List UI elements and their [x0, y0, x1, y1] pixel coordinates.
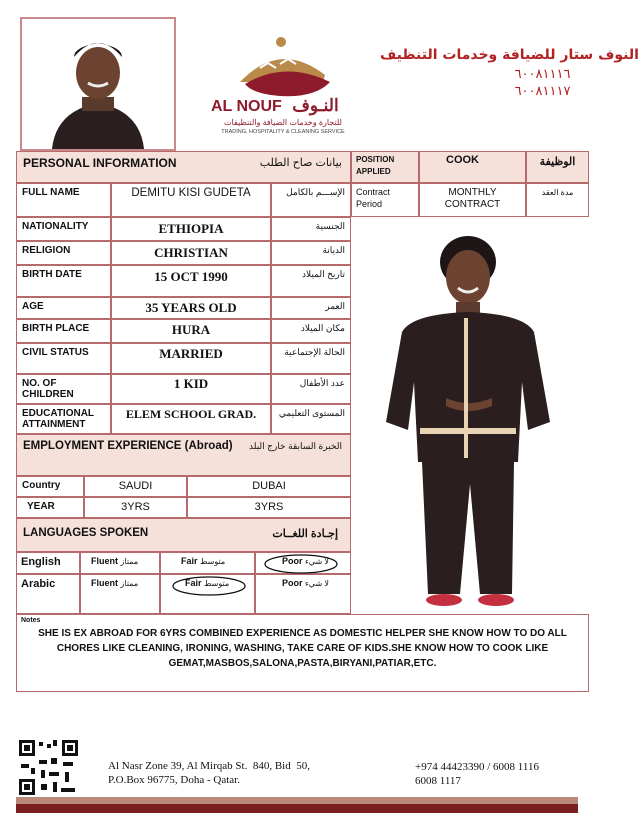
phone-2-ar: ٦٠٠٨١١١٧ [514, 84, 571, 99]
applicant-photo-small [20, 17, 176, 151]
english-fluent-ar: ممتاز [120, 557, 139, 566]
lang-arabic-cell [16, 574, 80, 614]
english-fluent-cell [80, 552, 160, 574]
position-value-cell [419, 151, 526, 183]
company-name-ar: النوف ستار للضيافة وخدمات التنظيف [380, 47, 639, 63]
birth-place-value-cell [111, 319, 271, 343]
position-value: COOK [446, 154, 479, 166]
phone-1-ar: ٦٠٠٨١١١٦ [514, 67, 571, 82]
english-poor-ar: لا شيء [305, 557, 329, 566]
year-label-cell [16, 497, 84, 518]
nationality-ar: الجنسية [315, 221, 345, 231]
age-ar-cell [271, 297, 351, 319]
age-label-cell [16, 297, 111, 319]
applicant-photo-full [352, 222, 584, 614]
civil-status-ar-cell [271, 343, 351, 374]
logo-emblem-icon [205, 20, 355, 100]
arabic-fluent [81, 575, 159, 588]
birth-date-value-cell [111, 265, 271, 297]
english-fair-label: Fair [181, 556, 198, 566]
country-value-2: DUBAI [252, 480, 286, 492]
country-value-2-cell [187, 476, 351, 497]
nationality-value-cell [111, 217, 271, 241]
position-label-ar-cell [526, 151, 589, 183]
brand-ar-sub: للتجارة وخدمات الضيافة والتنظيفات [224, 118, 342, 127]
religion-label: RELIGION [22, 245, 71, 256]
full-name-ar: الإســـم بالكامل [286, 187, 345, 197]
contract-label: Contract Period [356, 187, 391, 209]
arabic-fair-ar: متوسط [204, 579, 230, 588]
birth-place-ar: مكان الميلاد [300, 323, 345, 333]
company-logo [205, 20, 355, 140]
civil-status-value-cell [111, 343, 271, 374]
civil-status-label: CIVIL STATUS [22, 347, 89, 358]
languages-header [16, 518, 351, 552]
birth-place-ar-cell [271, 319, 351, 343]
qr-code [17, 738, 80, 797]
nationality-ar-cell [271, 217, 351, 241]
birth-date-ar-cell [271, 265, 351, 297]
lang-english: English [21, 556, 61, 568]
brand-en: AL NOUF [211, 98, 282, 115]
education-ar-cell [271, 404, 351, 434]
english-fluent [81, 553, 159, 566]
arabic-fluent-ar: ممتاز [120, 579, 139, 588]
civil-status-ar: الحالة الإجتماعية [284, 347, 345, 357]
full-name-value-cell [111, 183, 271, 217]
year-value-1-cell [84, 497, 187, 518]
arabic-fair-cell [160, 574, 255, 614]
notes-label: Notes [21, 617, 41, 624]
birth-date-label-cell [16, 265, 111, 297]
birth-date-label: BIRTH DATE [22, 269, 82, 280]
arabic-poor [256, 575, 350, 588]
year-value-2: 3YRS [254, 501, 284, 513]
languages-title: LANGUAGES SPOKEN [23, 527, 149, 539]
footer-phones-1: +974 44423390 / 6008 1116 [415, 761, 539, 773]
footer-address-1: Al Nasr Zone 39, Al Mirqab St. 840, Bid 50, [108, 760, 310, 772]
education-label: EDUCATIONAL ATTAINMENT [22, 408, 94, 430]
children-label: NO. OF CHILDREN [22, 378, 74, 400]
english-poor-cell [255, 552, 351, 574]
birth-date-ar: تاريخ الميلاد [302, 269, 345, 279]
arabic-selected-circle-icon [169, 575, 249, 597]
employment-header [16, 434, 351, 476]
brand-tagline: TRADING, HOSPITALITY & CLEANING SERVICE [221, 129, 345, 135]
lang-english-cell [16, 552, 80, 574]
employment-title-ar: الخبرة السابقة خارج البلد [249, 441, 342, 451]
english-poor-label: Poor [282, 556, 303, 566]
position-label: POSITION APPLIED [356, 155, 395, 176]
country-label-cell [16, 476, 84, 497]
nationality-value: ETHIOPIA [158, 221, 224, 236]
country-value-1-cell [84, 476, 187, 497]
country-label: Country [22, 480, 61, 491]
full-name-ar-cell [271, 183, 351, 217]
civil-status-value: MARRIED [159, 346, 223, 361]
birth-place-label: BIRTH PLACE [22, 323, 90, 334]
languages-title-ar: إجـادة اللغــات [272, 528, 338, 540]
arabic-poor-cell [255, 574, 351, 614]
arabic-poor-ar: لا شيء [305, 579, 329, 588]
age-label: AGE [22, 301, 44, 312]
contract-label-ar-cell [526, 183, 589, 217]
arabic-fluent-label: Fluent [91, 578, 118, 588]
english-fair [161, 553, 254, 566]
footer-bar-bottom [16, 804, 578, 813]
english-selected-circle-icon [261, 553, 341, 575]
full-name-value: DEMITU KISI GUDETA [131, 187, 251, 199]
nationality-label: NATIONALITY [22, 221, 89, 232]
birth-place-label-cell [16, 319, 111, 343]
english-fair-ar: متوسط [200, 557, 226, 566]
religion-value-cell [111, 241, 271, 265]
footer-address-2: P.O.Box 96775, Doha - Qatar. [108, 774, 240, 786]
children-value: 1 KID [173, 376, 209, 391]
children-ar-cell [271, 374, 351, 404]
education-value-cell [111, 404, 271, 434]
religion-ar: الديانة [322, 245, 345, 255]
year-value-1: 3YRS [121, 501, 150, 513]
contract-label-ar: مدة العقد [541, 188, 574, 197]
birth-place-value: HURA [171, 322, 211, 337]
footer-bar-top [16, 797, 578, 804]
contract-value-cell [419, 183, 526, 217]
age-ar: العمر [325, 301, 345, 311]
education-label-cell [16, 404, 111, 434]
personal-info-title-ar: بيانات صاح الطلب [259, 157, 342, 169]
religion-label-cell [16, 241, 111, 265]
position-label-ar: الوظيفة [539, 156, 576, 168]
contract-value: MONTHLY CONTRACT [444, 187, 501, 210]
lang-arabic: Arabic [21, 578, 56, 590]
education-ar: المستوى التعليمي [278, 408, 345, 418]
arabic-fair-label: Fair [185, 578, 202, 588]
religion-value: CHRISTIAN [154, 245, 228, 260]
nationality-label-cell [16, 217, 111, 241]
age-value: 35 YEARS OLD [145, 300, 237, 315]
civil-status-label-cell [16, 343, 111, 374]
personal-info-header [16, 151, 351, 183]
position-label-cell [351, 151, 419, 183]
arabic-fluent-cell [80, 574, 160, 614]
qr-code-icon [17, 738, 80, 797]
notes-box [16, 614, 589, 692]
year-label: YEAR [27, 501, 55, 512]
birth-date-value: 15 OCT 1990 [154, 269, 228, 284]
children-label-cell [16, 374, 111, 404]
age-value-cell [111, 297, 271, 319]
children-ar: عدد الأطفال [299, 378, 345, 388]
personal-info-title: PERSONAL INFORMATION [23, 156, 177, 170]
full-name-label-cell [16, 183, 111, 217]
english-fluent-label: Fluent [91, 556, 118, 566]
brand-ar: النـوف [292, 96, 339, 115]
employment-title: EMPLOYMENT EXPERIENCE (Abroad) [23, 440, 233, 452]
children-value-cell [111, 374, 271, 404]
english-fair-cell [160, 552, 255, 574]
notes-text: SHE IS EX ABROAD FOR 6YRS COMBINED EXPERIENCE AS DOMESTIC HELPER SHE KNOW HOW TO DO ALL CHORES LIKE CLEANING, IRONING, WASHING, TAKE CARE OF KIDS.SHE KNOW HOW TO COOK LIKE GEMAT,MASBOS,SALONA,PASTA,BIRYANI,PATIAR,ETC. [38, 628, 567, 669]
country-value-1: SAUDI [118, 480, 153, 492]
arabic-poor-label: Poor [282, 578, 303, 588]
religion-ar-cell [271, 241, 351, 265]
contract-label-cell [351, 183, 419, 217]
education-value: ELEM SCHOOL GRAD. [125, 407, 257, 421]
footer-phones-2: 6008 1117 [415, 775, 461, 787]
year-value-2-cell [187, 497, 351, 518]
full-name-label: FULL NAME [22, 187, 80, 198]
